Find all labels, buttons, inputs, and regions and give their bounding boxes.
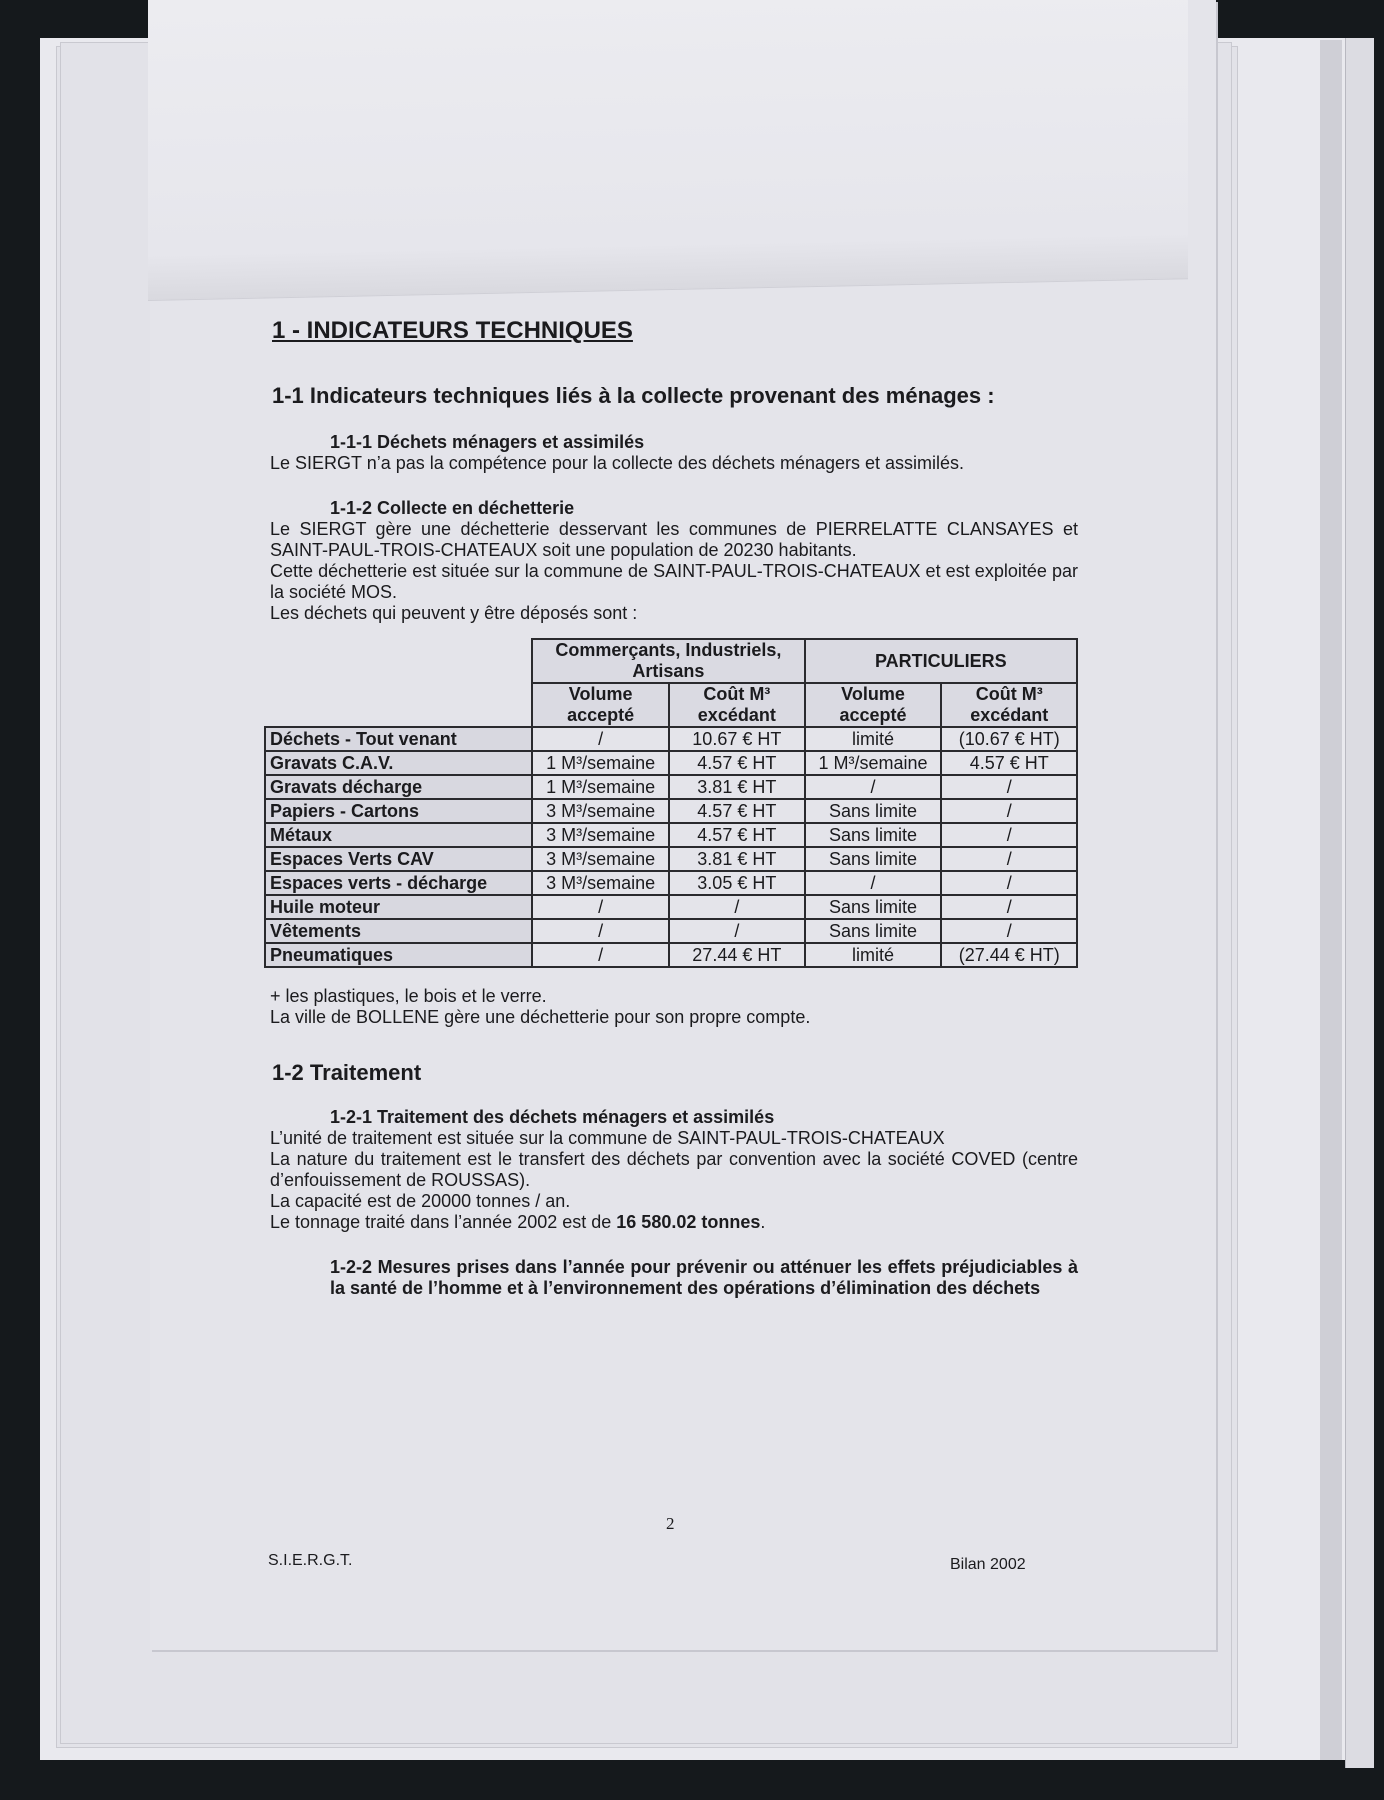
table-row	[265, 751, 1077, 775]
paragraph: Le SIERGT gère une déchetterie desservant les communes de PIERRELATTE CLANSAYES et SAINT-PAUL-TROIS-CHATEAUX soit une population de 20230 habitants.	[270, 519, 1078, 560]
table-cell: /	[941, 823, 1077, 847]
paragraph	[270, 1212, 1078, 1233]
paragraph: L’unité de traitement est située sur la commune de SAINT-PAUL-TROIS-CHATEAUX	[270, 1128, 945, 1148]
folded-top-sheet	[148, 0, 1188, 301]
table-cell: 4.57 € HT	[669, 799, 805, 823]
footer-left: S.I.E.R.G.T.	[268, 1552, 353, 1569]
table-cell: /	[532, 943, 669, 967]
section-title: 1-1 Indicateurs techniques liés à la collecte provenant des ménages :	[272, 383, 995, 408]
table-row	[265, 871, 1077, 895]
table-cell: /	[669, 895, 805, 919]
subsection-title: 1-2-2 Mesures prises dans l’année pour prévenir ou atténuer les effets préjudiciables à la santé de l’homme et à l’environnement des opérations d’élimination des déchets	[330, 1257, 1078, 1298]
table-column-header: Volume accepté	[532, 683, 669, 727]
row-label: Déchets - Tout venant	[265, 727, 532, 751]
table-row	[265, 823, 1077, 847]
table-cell: 3 M³/semaine	[532, 799, 669, 823]
table-cell: 3.81 € HT	[669, 775, 805, 799]
table-row	[265, 775, 1077, 799]
table-cell: limité	[805, 727, 942, 751]
page-number: 2	[666, 1514, 675, 1533]
table-cell: 1 M³/semaine	[532, 751, 669, 775]
table-cell: /	[669, 919, 805, 943]
subsection-title: 1-1-2 Collecte en déchetterie	[330, 498, 575, 518]
row-label: Gravats décharge	[265, 775, 532, 799]
table-cell: Sans limite	[805, 847, 942, 871]
binder-right-cover	[1345, 38, 1374, 1768]
table-cell: Sans limite	[805, 799, 942, 823]
table-cell: 1 M³/semaine	[805, 751, 942, 775]
row-label: Vêtements	[265, 919, 532, 943]
table-cell: /	[941, 895, 1077, 919]
table-row	[265, 895, 1077, 919]
table-cell: 1 M³/semaine	[532, 775, 669, 799]
table-cell: /	[941, 919, 1077, 943]
table-cell: /	[805, 871, 942, 895]
row-label: Papiers - Cartons	[265, 799, 532, 823]
subsection-title: 1-2-1 Traitement des déchets ménagers et assimilés	[330, 1107, 775, 1127]
table-cell: /	[941, 775, 1077, 799]
table-cell: 3 M³/semaine	[532, 823, 669, 847]
table-cell: 4.57 € HT	[941, 751, 1077, 775]
table-cell: Sans limite	[805, 823, 942, 847]
subsection-title: 1-1-1 Déchets ménagers et assimilés	[330, 432, 645, 452]
paragraph: Le SIERGT n’a pas la compétence pour la collecte des déchets ménagers et assimilés.	[270, 453, 965, 473]
row-label: Gravats C.A.V.	[265, 751, 532, 775]
table-cell: /	[532, 895, 669, 919]
row-label: Pneumatiques	[265, 943, 532, 967]
paragraph: Cette déchetterie est située sur la commune de SAINT-PAUL-TROIS-CHATEAUX et est exploitée par la société MOS.	[270, 561, 1078, 602]
table-cell: 4.57 € HT	[669, 751, 805, 775]
table-cell: 3 M³/semaine	[532, 871, 669, 895]
page-content	[270, 317, 1078, 1299]
table-cell: 3.81 € HT	[669, 847, 805, 871]
table-cell: /	[941, 871, 1077, 895]
table-cell: /	[805, 775, 942, 799]
table-row	[265, 919, 1077, 943]
paragraph: + les plastiques, le bois et le verre.	[270, 986, 547, 1006]
table-cell: 4.57 € HT	[669, 823, 805, 847]
table-cell: (27.44 € HT)	[941, 943, 1077, 967]
table-group-header: Commerçants, Industriels, Artisans	[532, 639, 804, 683]
table-row	[265, 943, 1077, 967]
table-cell: limité	[805, 943, 942, 967]
table-column-header: Coût M³ excédant	[669, 683, 805, 727]
table-cell: /	[532, 727, 669, 751]
table-cell: /	[941, 799, 1077, 823]
paragraph: La nature du traitement est le transfert des déchets par convention avec la société COVED (centre d’enfouissement de ROUSSAS).	[270, 1149, 1078, 1190]
table-column-header: Volume accepté	[805, 683, 942, 727]
row-label: Huile moteur	[265, 895, 532, 919]
table-cell: /	[532, 919, 669, 943]
dechetterie-table	[264, 638, 1078, 968]
section-title: 1-2 Traitement	[272, 1060, 422, 1085]
table-cell: 10.67 € HT	[669, 727, 805, 751]
binder-page-edges	[1320, 40, 1342, 1760]
footer-right: Bilan 2002	[950, 1556, 1026, 1573]
row-label: Métaux	[265, 823, 532, 847]
table-cell: Sans limite	[805, 895, 942, 919]
table-group-header: PARTICULIERS	[805, 639, 1077, 683]
text: .	[760, 1212, 766, 1232]
paragraph: Les déchets qui peuvent y être déposés sont :	[270, 603, 638, 623]
table-cell: 3.05 € HT	[669, 871, 805, 895]
table-row	[265, 727, 1077, 751]
paragraph: La ville de BOLLENE gère une déchetterie pour son propre compte.	[270, 1007, 811, 1027]
table-cell: 3 M³/semaine	[532, 847, 669, 871]
paragraph: La capacité est de 20000 tonnes / an.	[270, 1191, 571, 1211]
table-cell: Sans limite	[805, 919, 942, 943]
table-cell: 27.44 € HT	[669, 943, 805, 967]
page-heading: 1 - INDICATEURS TECHNIQUES	[272, 317, 633, 344]
text: Le tonnage traité dans l’année 2002 est de	[270, 1212, 617, 1232]
table-column-header: Coût M³ excédant	[941, 683, 1077, 727]
table-cell: (10.67 € HT)	[941, 727, 1077, 751]
table-cell: /	[941, 847, 1077, 871]
table-row	[265, 847, 1077, 871]
table-row	[265, 799, 1077, 823]
tonnage-value: 16 580.02 tonnes	[616, 1212, 761, 1232]
row-label: Espaces verts - décharge	[265, 871, 532, 895]
row-label: Espaces Verts CAV	[265, 847, 532, 871]
